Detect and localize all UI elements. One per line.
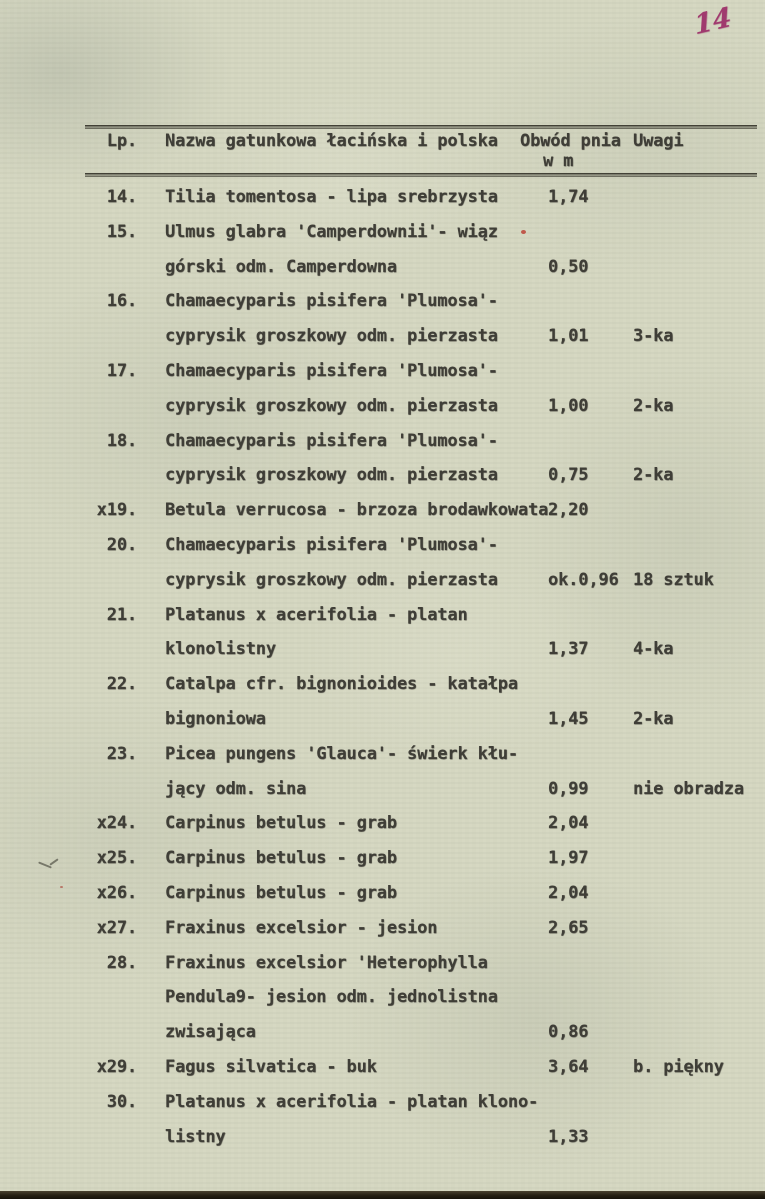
remarks-cell: 18 sztuk (633, 569, 714, 590)
table-row (85, 187, 761, 222)
stray-pencil-mark (49, 858, 58, 865)
girth-value-cell: 0,99 (548, 778, 589, 799)
table-row (85, 257, 761, 292)
girth-value-cell: 0,50 (548, 256, 589, 277)
table-row (85, 500, 761, 535)
species-name-cell: Carpinus betulus - grab (165, 848, 397, 869)
girth-value-cell: 1,00 (548, 395, 589, 416)
species-name-cell: Chamaecyparis pisifera 'Plumosa'- (165, 291, 498, 312)
table-row (85, 848, 761, 883)
table-row (85, 1022, 761, 1057)
girth-value-cell: 1,37 (548, 639, 589, 660)
lp-cell: x24. (96, 813, 137, 834)
girth-value-cell: 2,20 (548, 500, 589, 521)
table-row (85, 639, 761, 674)
species-name-cell: cyprysik groszkowy odm. pierzasta (165, 395, 498, 416)
girth-value-cell: 1,01 (548, 326, 589, 347)
girth-value-cell: 1,45 (548, 708, 589, 729)
species-name-cell: cyprysik groszkowy odm. pierzasta (165, 465, 498, 486)
species-name-cell: Platanus x acerifolia - platan klono- (165, 1091, 539, 1112)
table-row (85, 465, 761, 500)
remarks-cell: b. piękny (633, 1056, 724, 1077)
table-header (85, 131, 757, 173)
lp-cell: x27. (96, 917, 137, 938)
table-row (85, 883, 761, 918)
lp-cell: x26. (96, 882, 137, 903)
girth-value-cell: 2,65 (548, 917, 589, 938)
column-header-trunk-girth: Obwód pnia (520, 131, 621, 151)
column-header-remarks: Uwagi (633, 131, 684, 151)
table-row (85, 291, 761, 326)
table-row (85, 605, 761, 640)
girth-value-cell: ok.0,96 (548, 569, 619, 590)
species-name-cell: Fraxinus excelsior - jesion (165, 917, 438, 938)
girth-value-cell: 3,64 (548, 1056, 589, 1077)
lp-cell: 15. (106, 221, 137, 242)
species-name-cell: górski odm. Camperdowna (165, 256, 397, 277)
lp-cell: 14. (106, 187, 137, 207)
lp-cell: 18. (106, 430, 137, 451)
species-name-cell: Catalpa cfr. bignonioides - katałpa (165, 674, 518, 695)
handwritten-page-number: 14 (692, 1, 733, 42)
species-name-cell: Tilia tomentosa - lipa srebrzysta (165, 187, 498, 207)
girth-value-cell: 2,04 (548, 882, 589, 903)
small-ink-speck (60, 886, 63, 888)
table-row (85, 361, 761, 396)
table-row (85, 431, 761, 466)
girth-value-cell: 0,75 (548, 465, 589, 486)
species-name-cell: cyprysik groszkowy odm. pierzasta (165, 326, 498, 347)
table-row (85, 1092, 761, 1127)
remarks-cell: 3-ka (633, 326, 674, 347)
remarks-cell: 2-ka (633, 465, 674, 486)
girth-value-cell: 1,74 (548, 187, 589, 207)
scan-bottom-edge (0, 1191, 765, 1199)
table-row (85, 987, 761, 1022)
species-name-cell: klonolistny (165, 639, 276, 660)
table-body (85, 187, 761, 1161)
species-name-cell: Ulmus glabra 'Camperdownii'- wiąz (165, 221, 498, 242)
lp-cell: 20. (106, 534, 137, 555)
girth-value-cell: 2,04 (548, 813, 589, 834)
remarks-cell: 2-ka (633, 395, 674, 416)
table-header-rule (85, 173, 757, 177)
remarks-cell: 2-ka (633, 708, 674, 729)
table-row (85, 744, 761, 779)
species-name-cell: cyprysik groszkowy odm. pierzasta (165, 569, 498, 590)
table-row (85, 674, 761, 709)
table-row (85, 779, 761, 814)
species-name-cell: jący odm. sina (165, 778, 307, 799)
lp-cell: x29. (96, 1056, 137, 1077)
lp-cell: 21. (106, 604, 137, 625)
species-name-cell: Chamaecyparis pisifera 'Plumosa'- (165, 360, 498, 381)
remarks-cell: nie obradza (633, 778, 744, 799)
species-name-cell: Fagus silvatica - buk (165, 1056, 377, 1077)
species-name-cell: Chamaecyparis pisifera 'Plumosa'- (165, 534, 498, 555)
column-header-species-name: Nazwa gatunkowa łacińska i polska (165, 131, 498, 151)
species-name-cell: Betula verrucosa - brzoza brodawkowata (165, 500, 549, 521)
species-name-cell: Picea pungens 'Glauca'- świerk kłu- (165, 743, 518, 764)
lp-cell: 28. (106, 952, 137, 973)
lp-cell: 22. (106, 674, 137, 695)
table-row (85, 813, 761, 848)
species-name-cell: bignoniowa (165, 708, 266, 729)
girth-value-cell: 1,33 (548, 1126, 589, 1147)
column-header-girth-unit: w m (543, 151, 574, 171)
table-row (85, 1057, 761, 1092)
table-row (85, 222, 761, 257)
table-row (85, 326, 761, 361)
species-name-cell: Carpinus betulus - grab (165, 882, 397, 903)
table-row (85, 570, 761, 605)
species-name-cell: Pendula9- jesion odm. jednolistna (165, 987, 498, 1008)
lp-cell: 23. (106, 743, 137, 764)
table-top-rule (85, 125, 757, 129)
girth-value-cell: 1,97 (548, 848, 589, 869)
red-ink-speck (521, 230, 526, 234)
column-header-lp: Lp. (106, 131, 137, 151)
table-row (85, 535, 761, 570)
table-row (85, 953, 761, 988)
remarks-cell: 4-ka (633, 639, 674, 660)
lp-cell: x25. (96, 848, 137, 869)
lp-cell: 30. (106, 1091, 137, 1112)
species-name-cell: Platanus x acerifolia - platan (165, 604, 468, 625)
table-row (85, 396, 761, 431)
lp-cell: x19. (96, 500, 137, 521)
species-name-cell: Fraxinus excelsior 'Heterophylla (165, 952, 488, 973)
species-name-cell: zwisająca (165, 1022, 256, 1043)
table-row (85, 709, 761, 744)
species-name-cell: Chamaecyparis pisifera 'Plumosa'- (165, 430, 498, 451)
table-row (85, 918, 761, 953)
lp-cell: 16. (106, 291, 137, 312)
girth-value-cell: 0,86 (548, 1022, 589, 1043)
species-name-cell: listny (165, 1126, 226, 1147)
lp-cell: 17. (106, 360, 137, 381)
species-name-cell: Carpinus betulus - grab (165, 813, 397, 834)
table-row (85, 1127, 761, 1162)
